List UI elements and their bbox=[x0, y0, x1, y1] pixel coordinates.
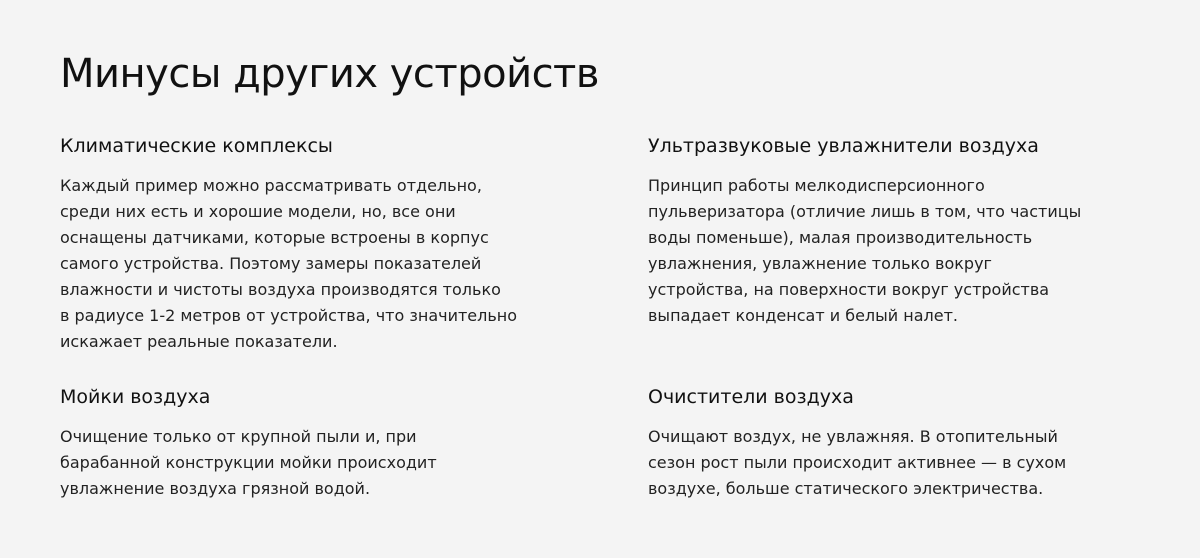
card-text: Очищение только от крупной пыли и, при барабанной конструкции мойки происходит увлажнение воздуха грязной водой. bbox=[60, 427, 437, 498]
card-title: Ультразвуковые увлажнители воздуха bbox=[648, 135, 1039, 157]
card-title: Мойки воздуха bbox=[60, 386, 211, 408]
card-text: Принцип работы мелкодисперсионного пульверизатора (отличие лишь в том, что частицы воды поменьше), малая производительность увлажнения, увлажнение только вокруг устройства, на поверхности вокруг устройства выпадает конденсат и белый налет. bbox=[648, 176, 1082, 325]
card-air-washers bbox=[60, 384, 580, 502]
card-ultrasonic-humidifiers bbox=[648, 133, 1168, 329]
card-text: Каждый пример можно рассматривать отдельно, среди них есть и хорошие модели, но, все они оснащены датчиками, которые встроены в корпус самого устройства. Поэтому замеры показателей влажности и чистоты воздуха производятся только в радиусе 1-2 метров от устройства, что значительно искажает реальные показатели. bbox=[60, 176, 518, 351]
card-air-purifiers bbox=[648, 384, 1168, 502]
card-title: Очистители воздуха bbox=[648, 386, 854, 408]
card-text: Очищают воздух, не увлажняя. В отопительный сезон рост пыли происходит активнее — в сухом воздухе, больше статического электричества. bbox=[648, 427, 1067, 498]
card-climate-complexes bbox=[60, 133, 580, 355]
card-title: Климатические комплексы bbox=[60, 135, 333, 157]
page-title: Минусы других устройств bbox=[60, 51, 599, 97]
